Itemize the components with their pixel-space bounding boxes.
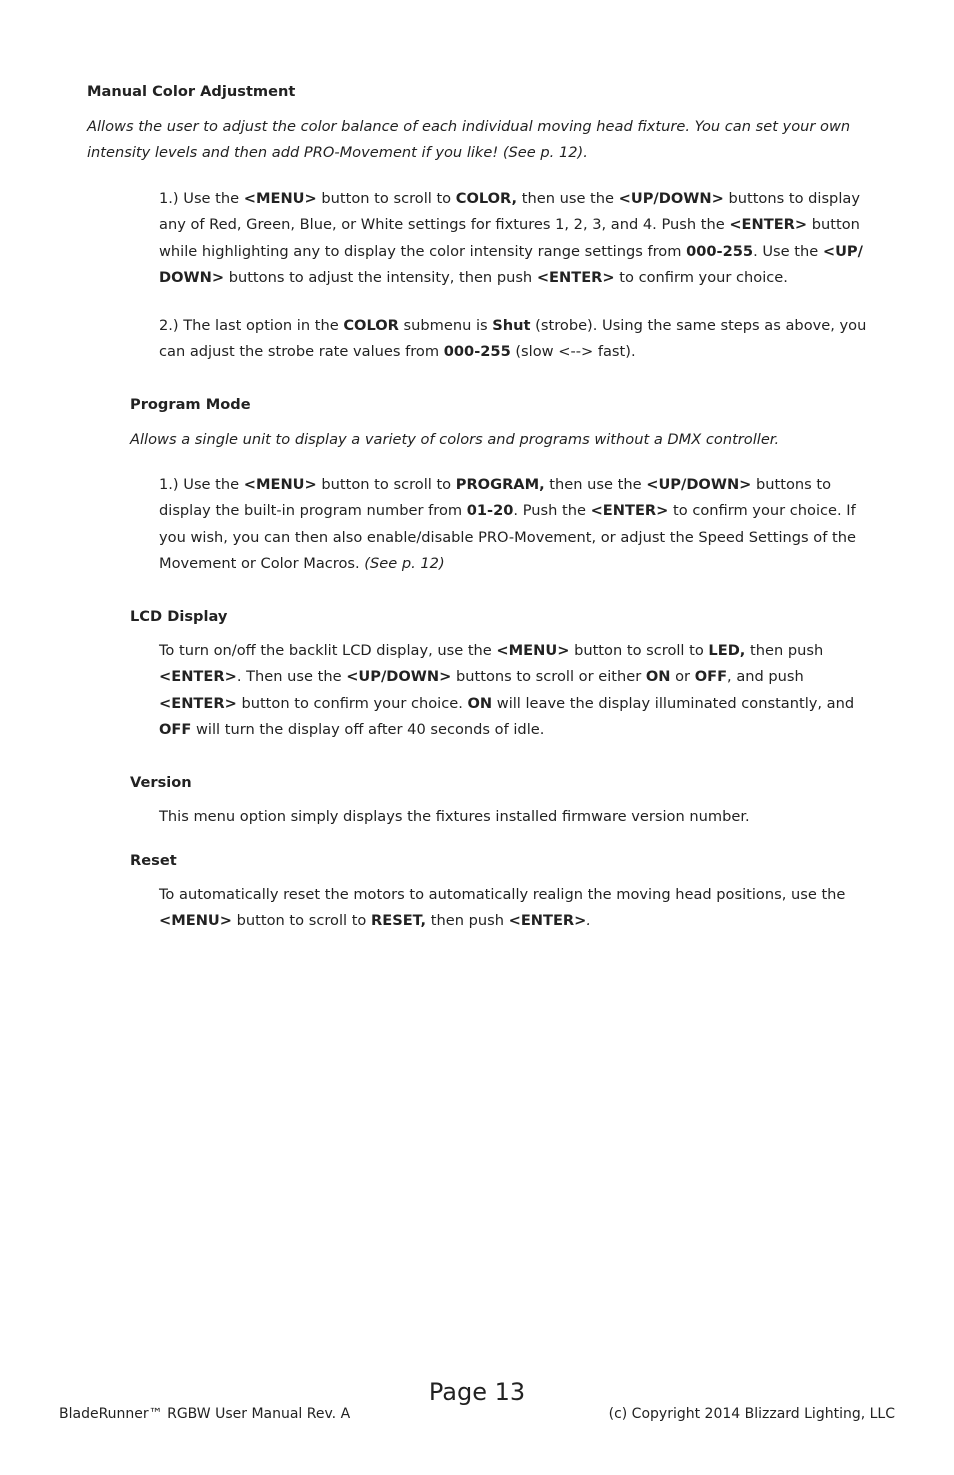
program-mode-step-1: 1.) Use the <MENU> button to scroll to PROGRAM, then use the <UP/DOWN> buttons to display the built-in program number from 01-20. Push the <ENTER> to confirm your choice. If you wish, you can then also enable/disable PRO-Movement, or adjust the Speed Settings of the Movement or Color Macros. (See p. 12) xyxy=(159,476,856,573)
lcd-display-body: To turn on/off the backlit LCD display, use the <MENU> button to scroll to LED, then push <ENTER>. Then use the <UP/DOWN> buttons to scroll or either ON or OFF, and push <ENTER> button to confirm your choice. ON will leave the display illuminated constantly, and OFF will turn the display off after 40 seconds of idle. xyxy=(159,642,855,739)
page-number: Page 13 xyxy=(428,1378,526,1406)
program-mode-heading: Program Mode xyxy=(130,396,251,413)
manual-color-step-2: 2.) The last option in the COLOR submenu is Shut (strobe). Using the same steps as above, you can adjust the strobe rate values from 000-255 (slow <--> fast). xyxy=(159,317,867,361)
manual-color-heading: Manual Color Adjustment xyxy=(87,83,296,100)
reset-heading: Reset xyxy=(130,852,177,869)
lcd-display-heading: LCD Display xyxy=(130,608,228,625)
program-mode-intro: Allows a single unit to display a variety of colors and programs without a DMX controller. xyxy=(130,431,780,448)
version-body: This menu option simply displays the fixtures installed firmware version number. xyxy=(159,808,750,825)
version-heading: Version xyxy=(130,774,192,791)
footer-copyright: (c) Copyright 2014 Blizzard Lighting, LLC xyxy=(608,1406,895,1422)
footer-manual-title: BladeRunner™ RGBW User Manual Rev. A xyxy=(59,1406,351,1422)
manual-color-step-1: 1.) Use the <MENU> button to scroll to COLOR, then use the <UP/DOWN> buttons to display any of Red, Green, Blue, or White settings for fixtures 1, 2, 3, and 4. Push the <ENTER> button while highlighting any to display the color intensity range settings from 000-255. Use the <UP/ DOWN> buttons to adjust the intensity, then push <ENTER> to confirm your choice. xyxy=(159,190,863,287)
reset-body: To automatically reset the motors to automatically realign the moving head positions, use the <MENU> button to scroll to RESET, then push <ENTER>. xyxy=(159,886,846,930)
manual-color-intro: Allows the user to adjust the color balance of each individual moving head fixture. You can set your own intensity levels and then add PRO-Movement if you like! (See p. 12). xyxy=(87,118,851,162)
